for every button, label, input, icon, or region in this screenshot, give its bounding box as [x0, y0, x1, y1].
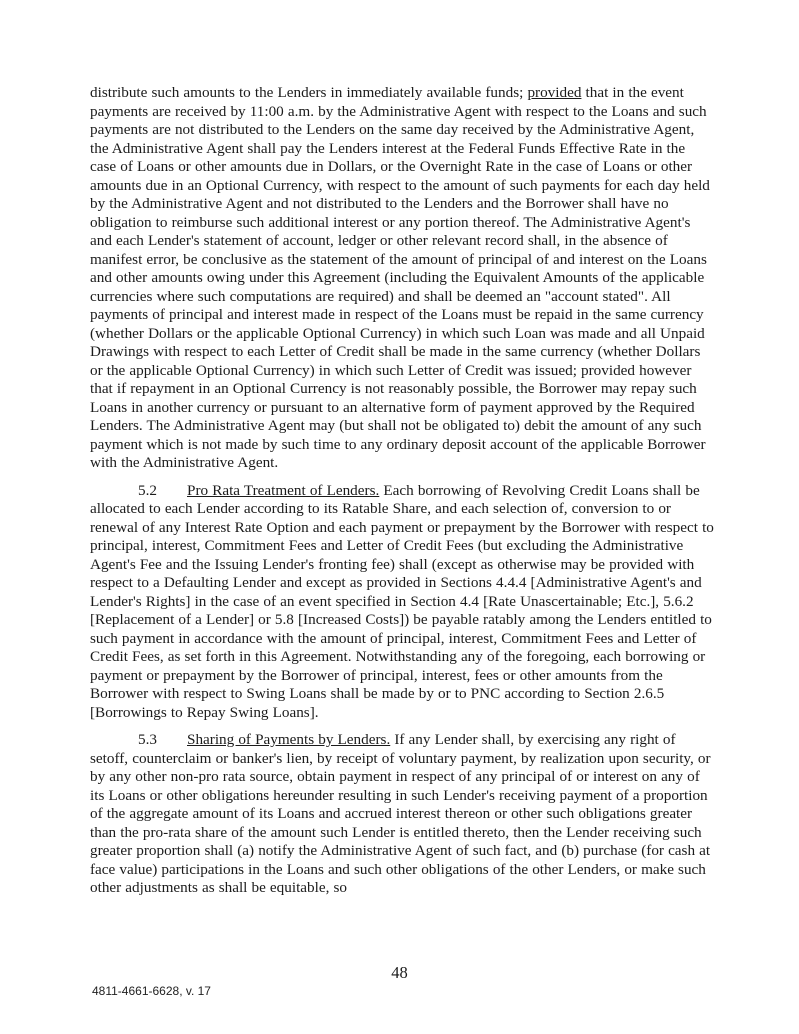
- section-5-3-paragraph: [90, 731, 714, 898]
- section-5-2-paragraph: [90, 482, 714, 723]
- paragraph-text-after-provided: that in the event payments are received by 11:00 a.m. by the Administrative Agent with respect to the Loans and such payments are not distributed to the Lenders on the same day received by the Administrative Agent, the Administrative Agent shall pay the Lenders interest at the Federal Funds Effective Rate in the case of Loans or other amounts due in Dollars, or the Overnight Rate in the case of Loans or other amounts due in an Optional Currency, with respect to the amount of such payments for each day held by the Administrative Agent and not distributed to the Lenders and the Borrower shall have no obligation to reimburse such additional interest or any portion thereof. The Administrative Agent's and each Lender's statement of account, ledger or other relevant record shall, in the absence of manifest error, be conclusive as the statement of the amount of principal of and interest on the Loans and other amounts owing under this Agreement (including the Equivalent Amounts of the applicable currencies where such computations are required) and shall be deemed an "account stated". All payments of principal and interest made in respect of the Loans must be repaid in the same currency (whether Dollars or the applicable Optional Currency) in which such Loan was made and all Unpaid Drawings with respect to each Letter of Credit shall be made in the same currency (whether Dollars or the applicable Optional Currency) in which such Letter of Credit was issued; provided however that if repayment in an Optional Currency is not reasonably possible, the Borrower may repay such Loans in another currency or pursuant to an alternative form of payment approved by the Required Lenders. The Administrative Agent may (but shall not be obligated to) debit the amount of any such payment which is not made by such time to any ordinary deposit account of the applicable Borrower with the Administrative Agent.: [90, 84, 710, 471]
- section-5-2-number: 5.2: [138, 481, 157, 499]
- underlined-term-provided: provided: [527, 84, 582, 101]
- section-5-3-heading: Sharing of Payments by Lenders.: [187, 731, 391, 748]
- paragraph-continuation: [90, 84, 714, 473]
- section-5-3-number: 5.3: [138, 731, 157, 748]
- page-body-text: [90, 84, 714, 898]
- document-id-footer: 4811-4661-6628, v. 17: [92, 984, 211, 998]
- section-5-3-body: If any Lender shall, by exercising any right of setoff, counterclaim or banker's lien, by receipt of voluntary payment, by realization upon security, or by any other non-pro rata source, obtain payment in respect of any principal of or interest on any of its Loans or other obligations hereunder resulting in such Lender's receiving payment of a proportion of the aggregate amount of its Loans and accrued interest thereon or other such obligations greater than the pro-rata share of the amount such Lender is entitled thereto, then the Lender receiving such greater proportion shall (a) notify the Administrative Agent of such fact, and (b) purchase (for cash at face value) participations in the Loans and such other obligations of the other Lenders, or make such other adjustments as shall be equitable, so: [90, 731, 711, 896]
- section-5-2-heading: Pro Rata Treatment of Lenders.: [187, 481, 380, 499]
- section-5-2-body: Each borrowing of Revolving Credit Loans shall be allocated to each Lender according to its Ratable Share, and each selection of, conversion to or renewal of any Interest Rate Option and each payment or prepayment by the Borrower with respect to principal, interest, Commitment Fees and Letter of Credit Fees (but excluding the Administrative Agent's Fee and the Issuing Lender's fronting fee) shall (except as otherwise may be provided with respect to a Defaulting Lender and except as provided in Sections 4.4.4 [Administrative Agent's and Lender's Rights] in the case of an event specified in Section 4.4 [Rate Unascertainable; Etc.], 5.6.2 [Replacement of a Lender] or 5.8 [Increased Costs]) be payable ratably among the Lenders entitled to such payment in accordance with the amount of principal, interest, Commitment Fees and Letter of Credit Fees, as set forth in this Agreement. Notwithstanding any of the foregoing, each borrowing or payment or prepayment by the Borrower of principal, interest, fees or other amounts from the Borrower with respect to Swing Loans shall be made by or to PNC according to Section 2.6.5 [Borrowings to Repay Swing Loans].: [90, 481, 714, 721]
- paragraph-text-before-provided: distribute such amounts to the Lenders in immediately available funds;: [90, 84, 528, 101]
- page-number: 48: [391, 963, 408, 982]
